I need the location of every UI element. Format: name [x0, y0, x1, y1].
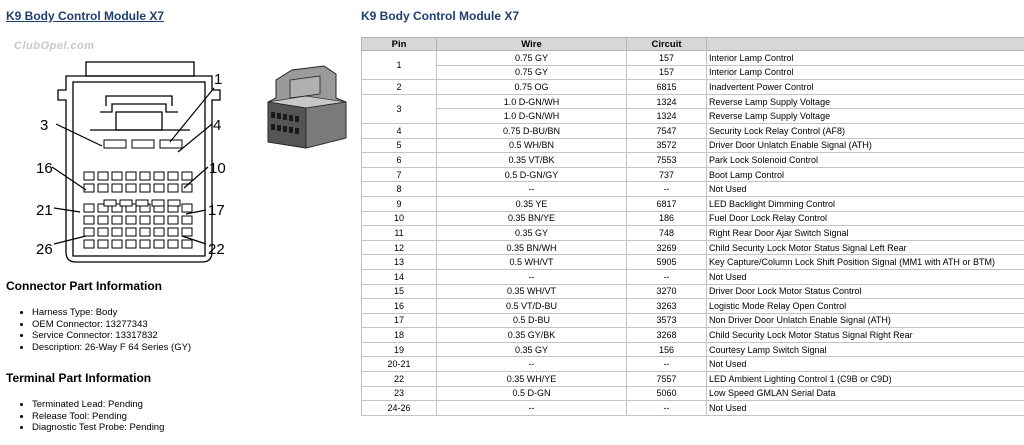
- table-row: [362, 109, 1024, 124]
- cell-wire: 0.35 BN/YE: [437, 211, 627, 226]
- cell-function: Boot Lamp Control: [707, 167, 1024, 182]
- terminal-cavity: [104, 200, 116, 206]
- cell-circuit: 7553: [627, 153, 707, 168]
- cell-function: Driver Door Unlatch Enable Signal (ATH): [707, 138, 1024, 153]
- table-header-row: [362, 38, 1024, 51]
- list-item: • Description: 26-Way F 64 Series (GY): [32, 342, 191, 354]
- cell-function: Child Security Lock Motor Status Signal Right Rear: [707, 328, 1024, 343]
- terminal-cavity: [126, 240, 136, 248]
- cell-circuit: 3572: [627, 138, 707, 153]
- cell-pin: 24-26: [362, 401, 437, 416]
- cell-wire: 0.35 VT/BK: [437, 153, 627, 168]
- terminal-cavity: [140, 216, 150, 224]
- terminal-cavity: [154, 216, 164, 224]
- cell-wire: 0.5 WH/VT: [437, 255, 627, 270]
- pin-label-26: 26: [36, 241, 53, 258]
- pin-label-3: 3: [40, 117, 49, 134]
- terminal-cavity: [168, 200, 180, 206]
- cell-wire: 0.75 GY: [437, 51, 627, 66]
- table-row: [362, 342, 1024, 357]
- cell-function: Not Used: [707, 182, 1024, 197]
- cell-wire: 0.5 D-BU: [437, 313, 627, 328]
- cell-function: Interior Lamp Control: [707, 65, 1024, 80]
- cell-function: Not Used: [707, 357, 1024, 372]
- cell-wire: --: [437, 269, 627, 284]
- cell-function: Child Security Lock Motor Status Signal Left Rear: [707, 240, 1024, 255]
- cell-wire: 0.5 D-GN: [437, 386, 627, 401]
- cell-circuit: --: [627, 269, 707, 284]
- cell-function: Non Driver Door Unlatch Enable Signal (ATH): [707, 313, 1024, 328]
- cell-circuit: 157: [627, 65, 707, 80]
- table-row: [362, 313, 1024, 328]
- pinout-table: [361, 37, 1024, 416]
- terminal-cavity: [84, 204, 94, 212]
- header-function: [707, 38, 1024, 51]
- cell-circuit: 157: [627, 51, 707, 66]
- cell-circuit: 6817: [627, 196, 707, 211]
- cell-function: Right Rear Door Ajar Switch Signal: [707, 226, 1024, 241]
- table-row: [362, 372, 1024, 387]
- cell-circuit: 156: [627, 342, 707, 357]
- terminal-cavity: [168, 228, 178, 236]
- cell-pin: 19: [362, 342, 437, 357]
- cell-wire: 1.0 D-GN/WH: [437, 109, 627, 124]
- cell-wire: 0.75 OG: [437, 80, 627, 95]
- cell-function: Driver Door Lock Motor Status Control: [707, 284, 1024, 299]
- terminal-part-heading: Terminal Part Information: [6, 371, 152, 385]
- terminal-cavity: [132, 140, 154, 148]
- cell-pin: 18: [362, 328, 437, 343]
- table-row: [362, 299, 1024, 314]
- cell-pin: 1: [362, 51, 437, 80]
- cell-pin: 7: [362, 167, 437, 182]
- terminal-cavity: [84, 228, 94, 236]
- terminal-cavity: [126, 172, 136, 180]
- table-row: [362, 255, 1024, 270]
- terminal-cavity: [136, 200, 148, 206]
- terminal-cavity: [98, 216, 108, 224]
- cell-wire: 0.35 GY/BK: [437, 328, 627, 343]
- left-title: K9 Body Control Module X7: [6, 9, 165, 23]
- cell-pin: 2: [362, 80, 437, 95]
- cell-wire: 0.35 WH/YE: [437, 372, 627, 387]
- cell-wire: 0.35 WH/VT: [437, 284, 627, 299]
- terminal-cavity: [84, 240, 94, 248]
- terminal-cavity: [120, 200, 132, 206]
- pin-label-1: 1: [214, 71, 223, 88]
- cell-circuit: 3263: [627, 299, 707, 314]
- cell-pin: 15: [362, 284, 437, 299]
- cell-circuit: 3573: [627, 313, 707, 328]
- terminal-cavity: [112, 184, 122, 192]
- cell-function: Low Speed GMLAN Serial Data: [707, 386, 1024, 401]
- terminal-cavity: [168, 172, 178, 180]
- cell-wire: 0.5 WH/BN: [437, 138, 627, 153]
- terminal-cavity: [140, 240, 150, 248]
- table-row: [362, 240, 1024, 255]
- connector-3d-photo: [268, 66, 346, 148]
- cell-circuit: 5905: [627, 255, 707, 270]
- connector-part-list: [0, 307, 191, 353]
- connector-part-heading: Connector Part Information: [6, 279, 163, 293]
- table-row: [362, 401, 1024, 416]
- cell-wire: --: [437, 357, 627, 372]
- pin-label-10: 10: [209, 160, 226, 177]
- terminal-cavity: [154, 228, 164, 236]
- cell-pin: 6: [362, 153, 437, 168]
- cell-function: Park Lock Solenoid Control: [707, 153, 1024, 168]
- cell-pin: 11: [362, 226, 437, 241]
- cell-circuit: 5060: [627, 386, 707, 401]
- cell-wire: 0.5 D-GN/GY: [437, 167, 627, 182]
- terminal-cavity: [126, 216, 136, 224]
- table-row: [362, 226, 1024, 241]
- cell-function: LED Backlight Dimming Control: [707, 196, 1024, 211]
- cell-function: Interior Lamp Control: [707, 51, 1024, 66]
- cell-circuit: 3270: [627, 284, 707, 299]
- cell-circuit: 7547: [627, 123, 707, 138]
- table-row: [362, 328, 1024, 343]
- cell-function: Reverse Lamp Supply Voltage: [707, 94, 1024, 109]
- cell-wire: 0.75 D-BU/BN: [437, 123, 627, 138]
- cell-circuit: 7557: [627, 372, 707, 387]
- cell-pin: 10: [362, 211, 437, 226]
- table-title: K9 Body Control Module X7: [361, 9, 520, 23]
- terminal-cavity: [98, 184, 108, 192]
- cell-function: Courtesy Lamp Switch Signal: [707, 342, 1024, 357]
- table-row: [362, 284, 1024, 299]
- terminal-cavity: [182, 240, 192, 248]
- cell-wire: --: [437, 401, 627, 416]
- cell-wire: 1.0 D-GN/WH: [437, 94, 627, 109]
- list-item: • Diagnostic Test Probe: Pending: [32, 422, 164, 434]
- table-row: [362, 196, 1024, 211]
- terminal-cavity: [112, 172, 122, 180]
- cell-circuit: 1324: [627, 109, 707, 124]
- cell-circuit: 748: [627, 226, 707, 241]
- cell-pin: 17: [362, 313, 437, 328]
- table-row: [362, 94, 1024, 109]
- terminal-cavity: [140, 172, 150, 180]
- cell-pin: 20-21: [362, 357, 437, 372]
- cell-pin: 14: [362, 269, 437, 284]
- cell-circuit: --: [627, 357, 707, 372]
- list-item: • Release Tool: Pending: [32, 411, 164, 423]
- terminal-cavity: [112, 228, 122, 236]
- cell-function: Inadvertent Power Control: [707, 80, 1024, 95]
- cell-circuit: 3268: [627, 328, 707, 343]
- cell-wire: 0.35 GY: [437, 342, 627, 357]
- terminal-cavity: [182, 172, 192, 180]
- cell-wire: 0.5 VT/D-BU: [437, 299, 627, 314]
- list-item: • OEM Connector: 13277343: [32, 319, 191, 331]
- cell-wire: 0.75 GY: [437, 65, 627, 80]
- cell-circuit: 737: [627, 167, 707, 182]
- cell-pin: 23: [362, 386, 437, 401]
- terminal-cavity: [182, 216, 192, 224]
- terminal-cavity: [98, 228, 108, 236]
- terminal-cavity: [182, 204, 192, 212]
- pin-label-16: 16: [36, 160, 53, 177]
- cell-pin: 5: [362, 138, 437, 153]
- cell-function: Not Used: [707, 269, 1024, 284]
- pin-label-4: 4: [213, 117, 222, 134]
- cell-pin: 9: [362, 196, 437, 211]
- terminal-cavity: [168, 184, 178, 192]
- table-row: [362, 65, 1024, 80]
- terminal-cavity: [140, 184, 150, 192]
- watermark-logo: ClubOpel.com: [14, 40, 95, 52]
- cell-wire: 0.35 BN/WH: [437, 240, 627, 255]
- list-item: • Terminated Lead: Pending: [32, 399, 164, 411]
- table-row: [362, 80, 1024, 95]
- cell-circuit: --: [627, 182, 707, 197]
- table-row: [362, 123, 1024, 138]
- pin-label-17: 17: [208, 202, 225, 219]
- terminal-part-list: [0, 399, 164, 434]
- terminal-cavity: [152, 200, 164, 206]
- table-row: [362, 153, 1024, 168]
- terminal-cavity: [84, 216, 94, 224]
- connector-diagram: [0, 60, 355, 270]
- table-row: [362, 269, 1024, 284]
- cell-wire: 0.35 GY: [437, 226, 627, 241]
- cell-pin: 22: [362, 372, 437, 387]
- pinout-table-body: [362, 51, 1024, 416]
- terminal-cavity: [84, 172, 94, 180]
- terminal-cavity: [168, 240, 178, 248]
- cell-pin: 4: [362, 123, 437, 138]
- cell-wire: 0.35 YE: [437, 196, 627, 211]
- header-pin: Pin: [362, 38, 437, 51]
- list-item: • Harness Type: Body: [32, 307, 191, 319]
- cell-pin: 13: [362, 255, 437, 270]
- table-row: [362, 138, 1024, 153]
- table-row: [362, 182, 1024, 197]
- terminal-cavity: [104, 140, 126, 148]
- cell-circuit: 186: [627, 211, 707, 226]
- cell-pin: 16: [362, 299, 437, 314]
- cell-function: Reverse Lamp Supply Voltage: [707, 109, 1024, 124]
- terminal-cavity: [98, 240, 108, 248]
- table-row: [362, 357, 1024, 372]
- cell-wire: --: [437, 182, 627, 197]
- cell-circuit: 6815: [627, 80, 707, 95]
- cell-function: Key Capture/Column Lock Shift Position Signal (MM1 with ATH or BTM): [707, 255, 1024, 270]
- terminal-cavity: [182, 228, 192, 236]
- terminal-cavity: [168, 216, 178, 224]
- cell-function: Not Used: [707, 401, 1024, 416]
- terminal-cavity: [126, 184, 136, 192]
- table-row: [362, 51, 1024, 66]
- terminal-cavity: [126, 228, 136, 236]
- cell-circuit: 3269: [627, 240, 707, 255]
- list-item: • Service Connector: 13317832: [32, 330, 191, 342]
- terminal-cavity: [98, 172, 108, 180]
- terminal-cavity: [154, 240, 164, 248]
- cell-function: Logistic Mode Relay Open Control: [707, 299, 1024, 314]
- cavity-grid: [84, 140, 192, 248]
- terminal-cavity: [112, 240, 122, 248]
- terminal-cavity: [112, 216, 122, 224]
- header-wire: Wire: [437, 38, 627, 51]
- cell-function: Security Lock Relay Control (AF8): [707, 123, 1024, 138]
- cell-pin: 8: [362, 182, 437, 197]
- cell-function: Fuel Door Lock Relay Control: [707, 211, 1024, 226]
- pin-label-22: 22: [208, 241, 225, 258]
- pin-label-21: 21: [36, 202, 53, 219]
- terminal-cavity: [140, 228, 150, 236]
- header-circuit: Circuit: [627, 38, 707, 51]
- terminal-cavity: [154, 184, 164, 192]
- table-row: [362, 386, 1024, 401]
- terminal-cavity: [84, 184, 94, 192]
- cell-pin: 12: [362, 240, 437, 255]
- cell-circuit: --: [627, 401, 707, 416]
- table-row: [362, 167, 1024, 182]
- cell-circuit: 1324: [627, 94, 707, 109]
- cell-pin: 3: [362, 94, 437, 123]
- connector-face-drawing: [58, 62, 223, 262]
- table-row: [362, 211, 1024, 226]
- cell-function: LED Ambient Lighting Control 1 (C9B or C9D): [707, 372, 1024, 387]
- terminal-cavity: [154, 172, 164, 180]
